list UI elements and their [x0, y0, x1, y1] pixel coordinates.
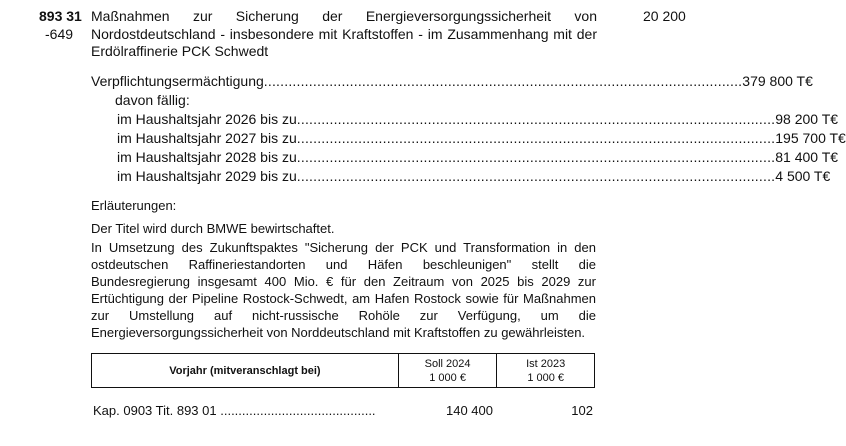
prior-year-header: Vorjahr (mitveranschlagt bei)	[92, 354, 399, 388]
due-row	[91, 110, 839, 129]
due-row-label: im Haushaltsjahr 2029 bis zu	[117, 168, 297, 184]
commitment-value: 379 800 T€	[742, 73, 813, 89]
due-row-label: im Haushaltsjahr 2026 bis zu	[117, 111, 297, 127]
due-row-value: 195 700 T€	[775, 130, 846, 146]
soll-header-unit: 1 000 €	[429, 371, 466, 384]
due-row	[91, 167, 831, 186]
due-row-label: im Haushaltsjahr 2028 bis zu	[117, 149, 297, 165]
explanations-paragraph-2: In Umsetzung des Zukunftspaktes "Sicherung der PCK und Transformation in den ostdeutschen Raffineriestandorten und Häfen beschleunigen" stellt die Bundesregierung insgesamt 400 Mio. € für den Zeitraum von 2025 bis 2029 zur Ertüchtigung der Pipeline Rostock-Schwedt, am Hafen Rostock sowie für Maßnahmen zur Umstellung auf nicht-russische Rohöle zur Verfügung, um die Energieversorgungssicherheit von Norddeutschland mit Kraftstoffen zu gewährleisten.	[91, 240, 596, 340]
due-row-value: 81 400 T€	[775, 149, 839, 165]
due-label-row	[91, 91, 595, 110]
title-amount: 20 200	[643, 8, 686, 24]
ist-header-unit: 1 000 €	[527, 371, 565, 384]
leader-dots: .....................................................................................................................	[296, 111, 776, 127]
due-row-label: im Haushaltsjahr 2027 bis zu	[117, 130, 297, 146]
leader-dots: .....................................................................................................................	[296, 149, 776, 165]
explanations-paragraph-1: Der Titel wird durch BMWE bewirtschaftet.	[91, 221, 335, 236]
commitment-row	[91, 72, 813, 91]
due-row-value: 4 500 T€	[775, 168, 831, 184]
prior-year-table	[91, 353, 595, 388]
table-header-row	[92, 354, 595, 388]
due-row-value: 98 200 T€	[775, 111, 839, 127]
commitment-block	[91, 72, 846, 186]
ist-value: 102	[571, 403, 593, 418]
due-row	[91, 129, 846, 148]
soll-header-year: Soll 2024	[424, 357, 471, 370]
title-subcode: -649	[45, 26, 74, 42]
leader-dots: .....................................................................................................................	[263, 73, 743, 89]
due-label: davon fällig:	[115, 92, 190, 108]
chapter-title-ref: Kap. 0903 Tit. 893 01	[93, 403, 217, 418]
due-row	[91, 148, 839, 167]
soll-header	[398, 354, 497, 388]
prior-year-row-label	[93, 403, 376, 418]
prior-year-row	[93, 403, 593, 421]
ist-header	[497, 354, 595, 388]
leader-dots: ...........................................	[220, 403, 376, 418]
leader-dots: .....................................................................................................................	[296, 168, 776, 184]
title-code: 893 31	[39, 8, 82, 24]
title-text: Maßnahmen zur Sicherung der Energieversorgungssicherheit von Nordostdeutschland - insbesondere mit Kraftstoffen - im Zusammenhang mit der Erdölraffinerie PCK Schwedt	[91, 8, 597, 59]
leader-dots: .....................................................................................................................	[296, 130, 776, 146]
commitment-label: Verpflichtungsermächtigung	[91, 73, 264, 89]
ist-header-year: Ist 2023	[526, 357, 566, 370]
soll-value: 140 400	[446, 403, 493, 418]
explanations-heading: Erläuterungen:	[91, 198, 177, 213]
